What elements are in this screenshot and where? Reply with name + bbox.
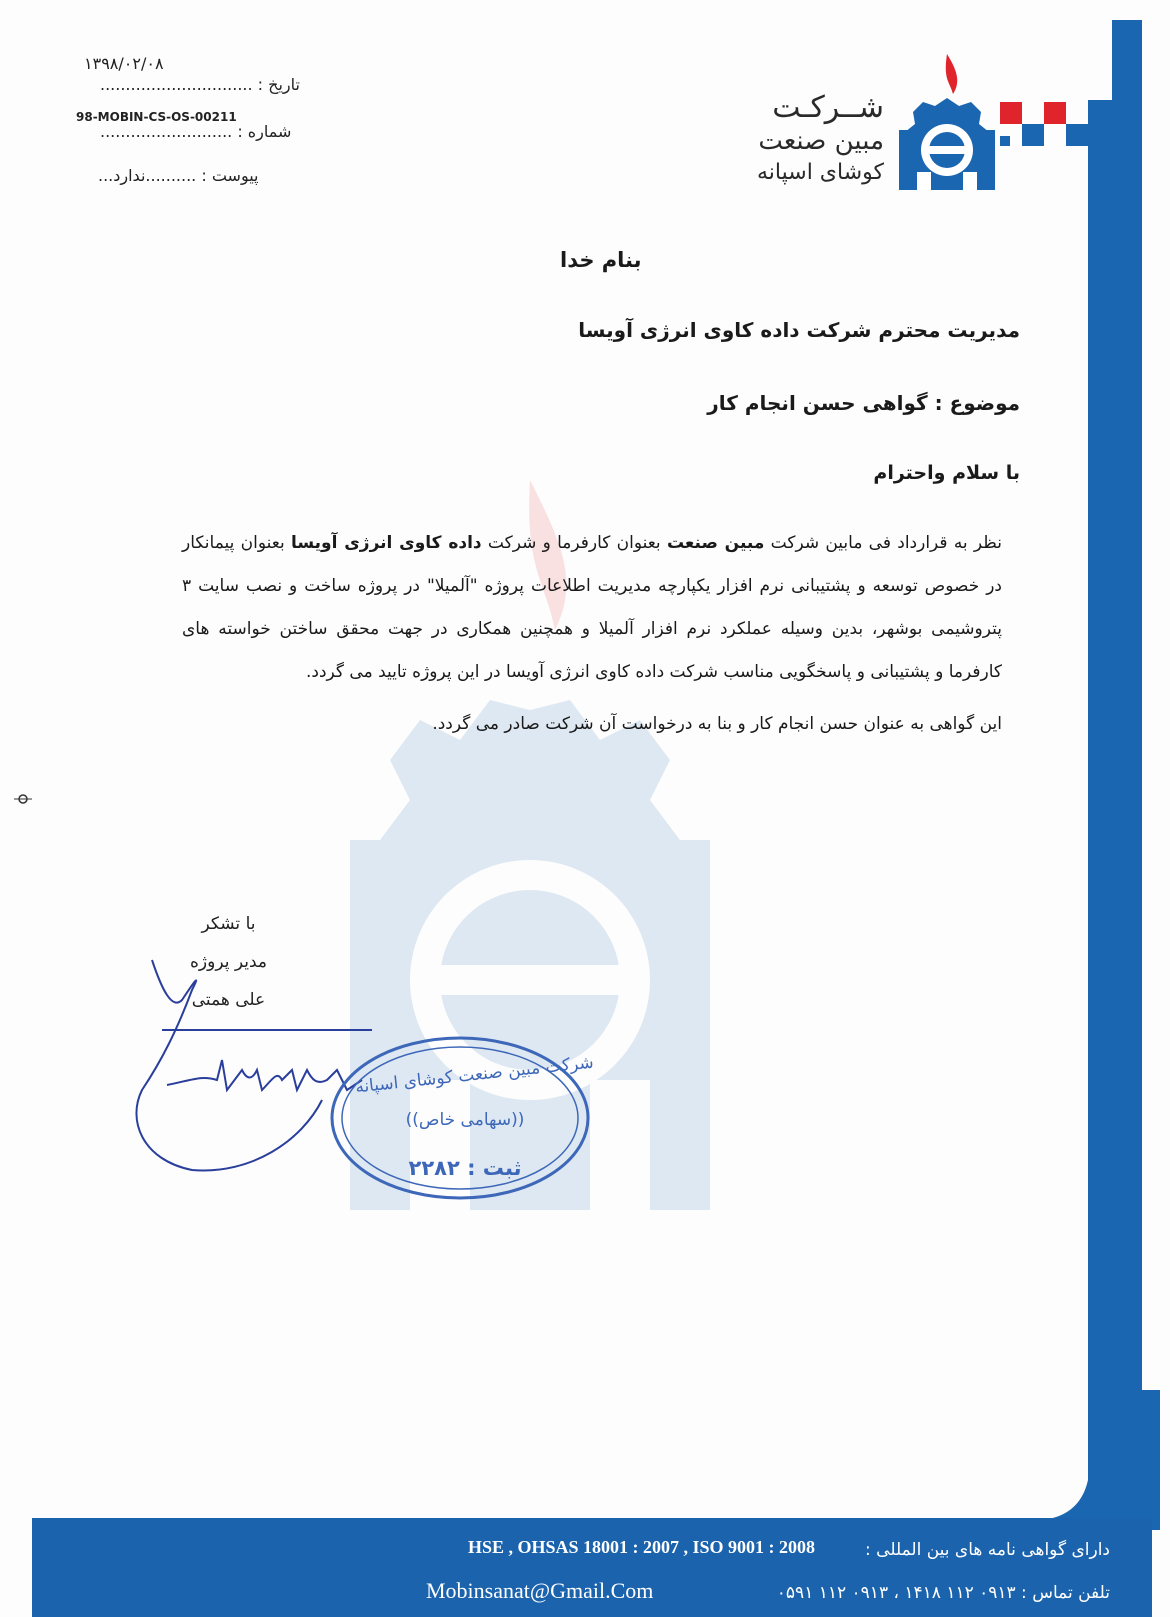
footer-curve-icon — [1040, 1390, 1160, 1530]
p1-part-e: بعنوان پیمانکار در خصوص توسعه و پشتیبانی نرم افزار یکپارچه مدیریت اطلاعات پروژه "آلمیلا" در پروژه ساخت و نصب سایت ۳ پتروشیمی بوشهر، بدین وسیله عملکرد نرم افزار آلمیلا و همچنین همکاری در جهت محقق ساختن خواسته های کارفرما و پشتیبانی و پاسخگویی مناسب شرکت داده کاوی انرژی آویسا در این پروژه تایید می گردد. — [182, 533, 1002, 682]
subject: موضوع : گواهی حسن انجام کار — [707, 391, 1020, 415]
binder-mark-icon — [14, 790, 32, 808]
logo-checker-icon — [1000, 102, 1095, 162]
p1-contractor-name: داده کاوی انرژی آویسا — [290, 533, 482, 553]
attachment-label: پیوست : ..........ندارد... — [98, 166, 259, 185]
letter-number-label: شماره : .......................... — [100, 122, 292, 141]
body-paragraph-2: این گواهی به عنوان حسن انجام کار و بنا به درخواست آن شرکت صادر می گردد. — [432, 714, 1002, 734]
company-logo-text — [757, 92, 884, 188]
right-blue-strip — [1088, 100, 1112, 1560]
p1-part-c: بعنوان کارفرما و شرکت — [481, 533, 667, 553]
logo-line-3: کوشای اسپانه — [757, 160, 884, 185]
footer-certs-label: دارای گواهی نامه های بین المللی : — [865, 1540, 1110, 1560]
svg-text:((سهامی خاص)): ((سهامی خاص)) — [405, 1110, 525, 1130]
logo-line-2: مبین صنعت — [758, 126, 884, 156]
letter-number-value: 98-MOBIN-CS-OS-00211 — [76, 110, 237, 124]
sign-role: مدیر پروژه — [190, 952, 267, 972]
company-stamp-icon — [325, 1030, 595, 1205]
footer-standards: HSE , OHSAS 18001 : 2007 , ISO 9001 : 2008 — [468, 1537, 816, 1557]
sign-name: علی همتی — [191, 990, 266, 1010]
sign-thanks: با تشکر — [201, 914, 256, 934]
logo-line-1: شــرکـت — [772, 90, 884, 125]
body-paragraph-1 — [182, 522, 1002, 694]
p1-part-a: نظر به قرارداد فی مابین شرکت — [764, 533, 1002, 553]
date-value: ۱۳۹۸/۰۲/۰۸ — [84, 54, 164, 73]
footer-email: Mobinsanat@Gmail.Com — [426, 1578, 654, 1603]
svg-text:شرکت مبین صنعت کوشای اسپانه: شرکت مبین صنعت کوشای اسپانه — [354, 1052, 595, 1098]
p1-employer-name: مبین صنعت — [666, 533, 765, 553]
footer-phone: تلفن تماس : ۰۹۱۳ ۱۱۲ ۱۴۱۸ ، ۰۹۱۳ ۱۱۲ ۰۵۹۱ — [776, 1583, 1110, 1603]
date-label: تاریخ : .............................. — [100, 75, 300, 94]
right-blue-band — [1112, 20, 1142, 1617]
addressee: مدیریت محترم شرکت داده کاوی انرژی آویسا — [578, 318, 1020, 342]
company-logo-icon — [895, 52, 1000, 192]
greeting: با سلام واحترام — [873, 462, 1020, 484]
letter-title: بنام خدا — [560, 248, 642, 272]
svg-text:ثبت : ۲۲۸۲: ثبت : ۲۲۸۲ — [408, 1156, 522, 1180]
